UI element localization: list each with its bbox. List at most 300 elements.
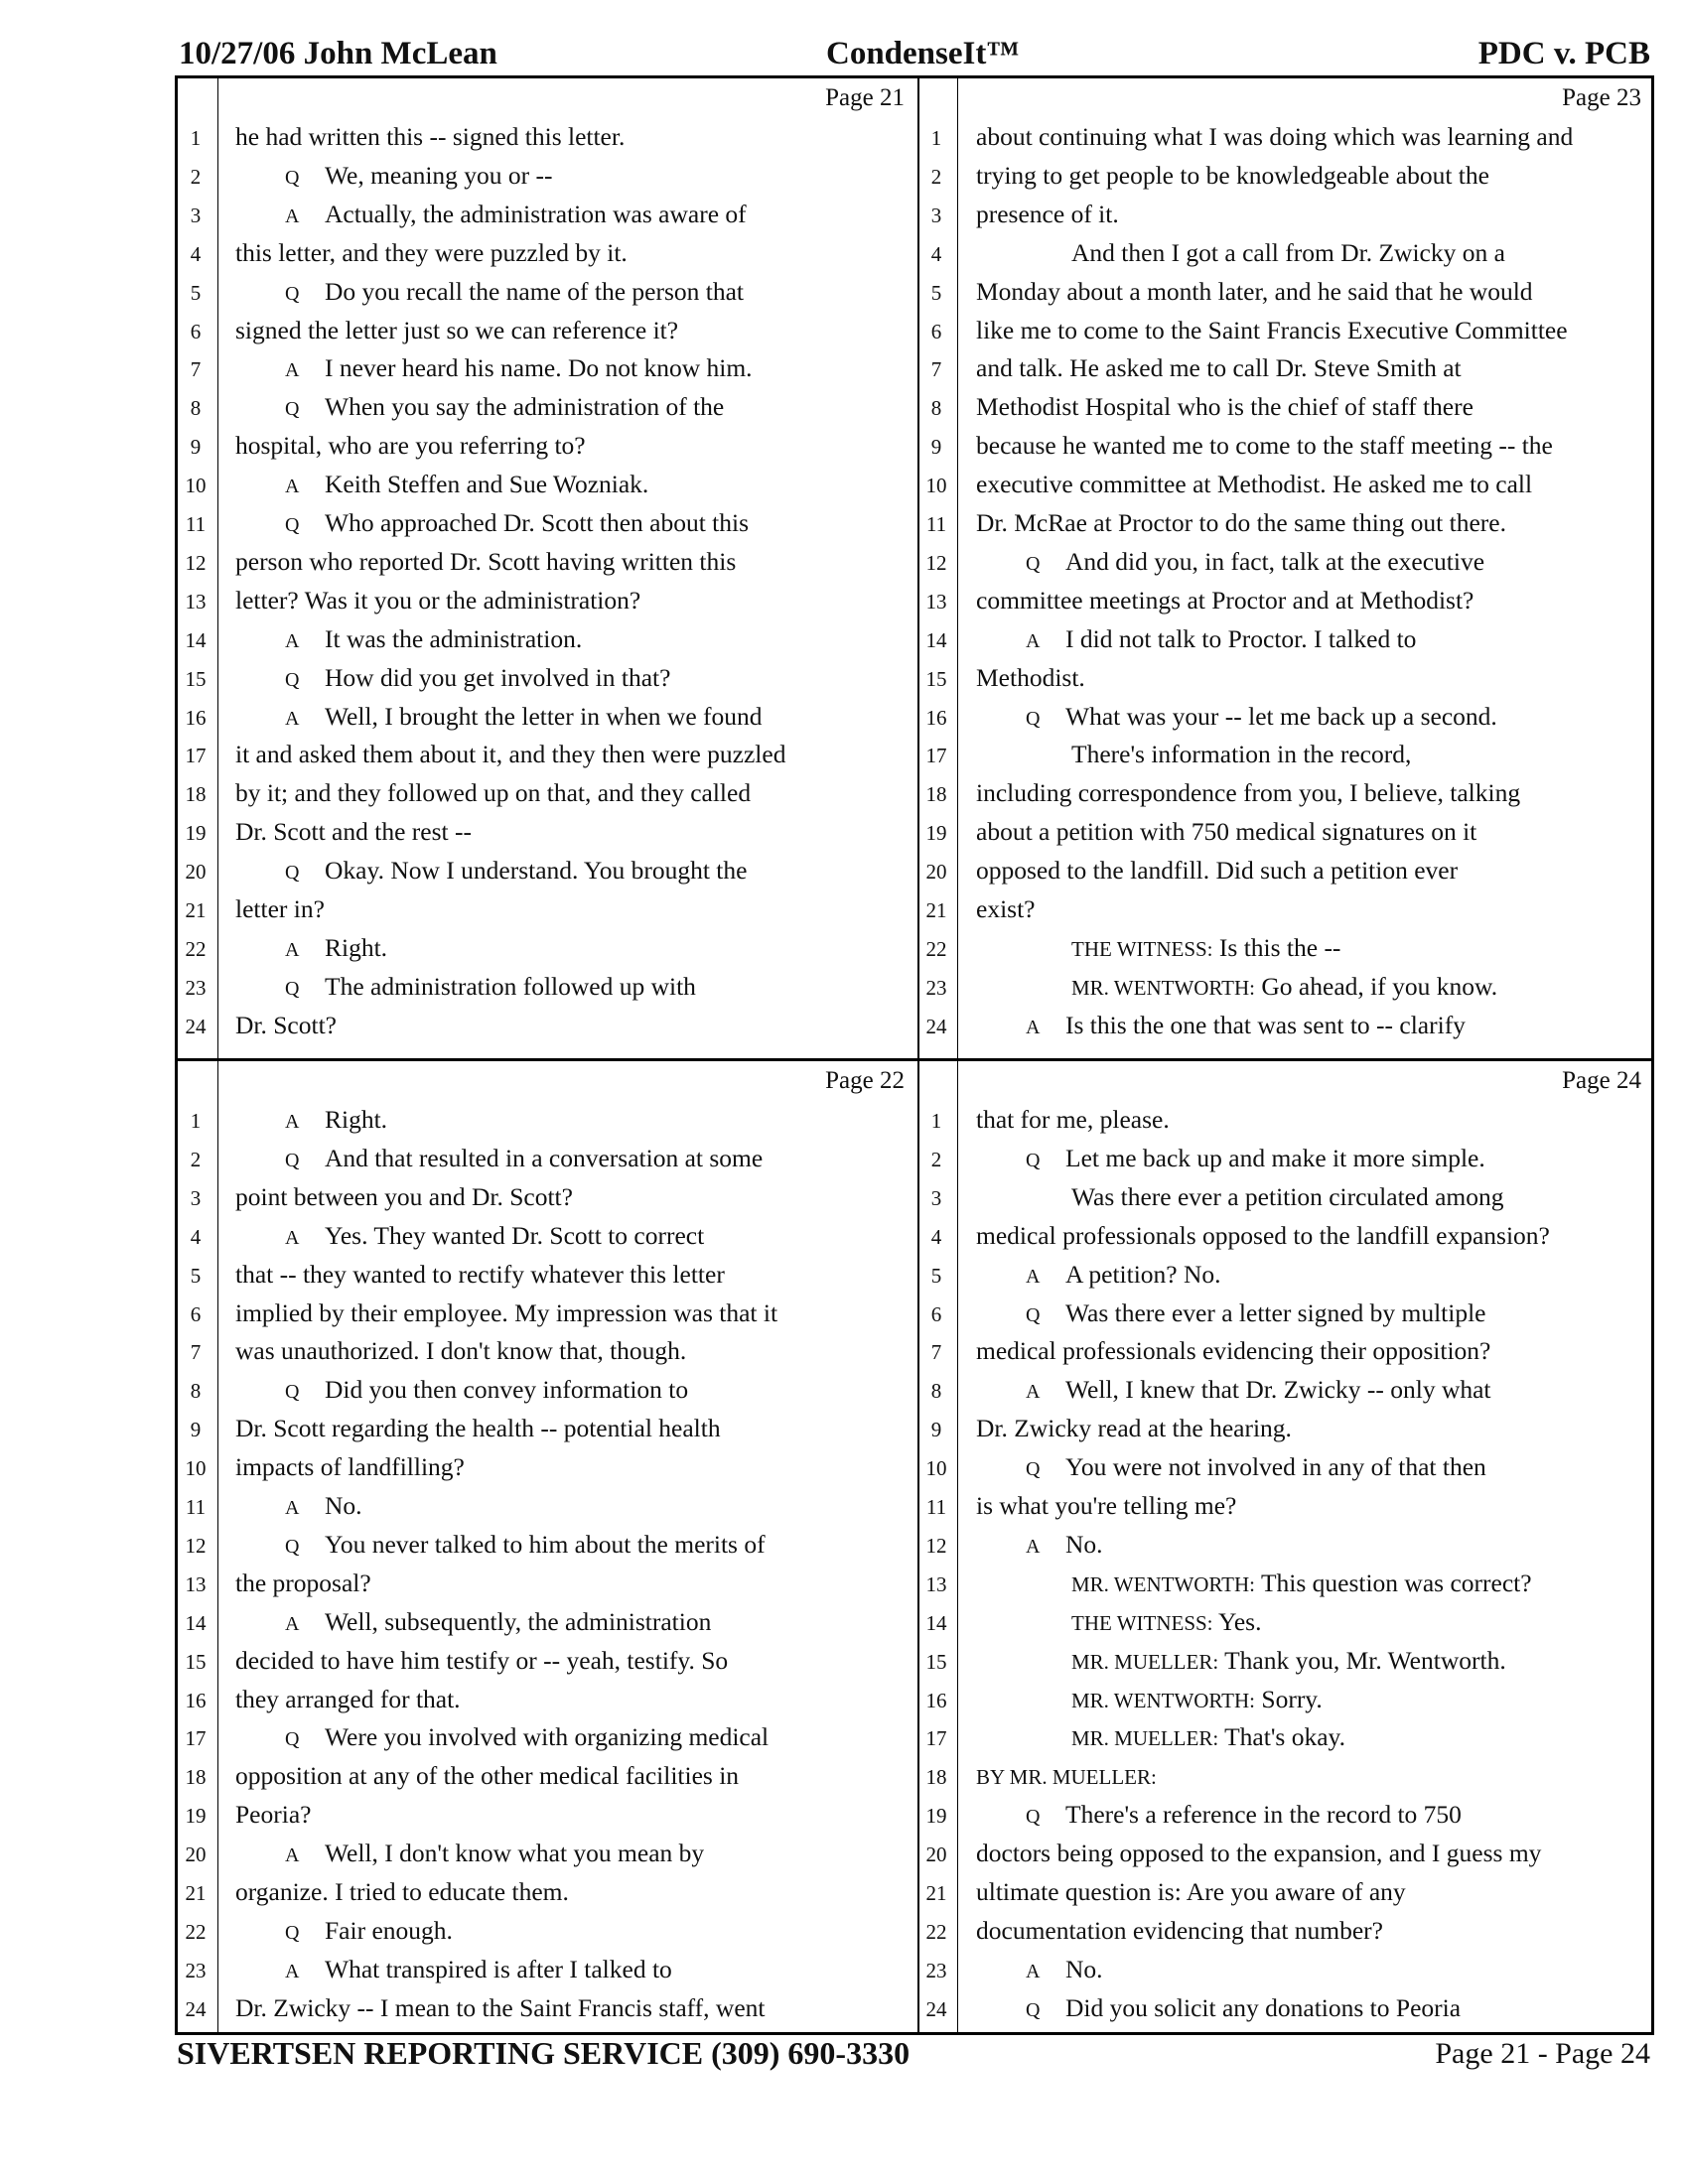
line-number: 12 bbox=[185, 1533, 207, 1558]
answer-marker: A bbox=[285, 1226, 300, 1249]
line-content bbox=[976, 277, 1533, 307]
line-content bbox=[976, 1298, 1486, 1328]
line-text: Yes. They wanted Dr. Scott to correct bbox=[325, 1220, 705, 1250]
line-content bbox=[235, 1011, 337, 1040]
line-text: hospital, who are you referring to? bbox=[235, 431, 586, 461]
line-number: 18 bbox=[185, 782, 207, 807]
line-content bbox=[235, 1569, 371, 1598]
line-content bbox=[976, 1955, 1103, 1984]
answer-marker: A bbox=[285, 476, 300, 498]
answer-marker: A bbox=[1026, 1535, 1041, 1558]
transcript-line bbox=[178, 817, 914, 855]
line-content bbox=[235, 1452, 465, 1482]
transcript-line bbox=[178, 1414, 914, 1451]
line-content bbox=[976, 1105, 1170, 1135]
line-text: was unauthorized. I don't know that, though. bbox=[235, 1336, 687, 1366]
transcript-line bbox=[178, 933, 914, 971]
transcript-line bbox=[178, 1011, 914, 1048]
line-text: Right. bbox=[325, 1105, 388, 1134]
line-number: 17 bbox=[925, 1726, 947, 1751]
line-text: Okay. Now I understand. You brought the bbox=[325, 856, 748, 886]
transcript-line bbox=[178, 894, 914, 932]
line-number: 15 bbox=[185, 1649, 207, 1674]
line-text: medical professionals opposed to the landfill expansion? bbox=[976, 1220, 1550, 1250]
question-marker: Q bbox=[285, 862, 300, 885]
question-marker: Q bbox=[285, 668, 300, 691]
transcript-line bbox=[918, 277, 1651, 315]
line-number: 11 bbox=[185, 512, 207, 536]
line-text: I did not talk to Proctor. I talked to bbox=[1065, 623, 1417, 653]
line-text: Was there ever a letter signed by multiple bbox=[1065, 1297, 1486, 1327]
line-content bbox=[976, 316, 1568, 345]
line-number: 7 bbox=[930, 1340, 942, 1365]
page-label: Page 22 bbox=[825, 1067, 905, 1094]
line-content bbox=[235, 586, 640, 615]
line-text: opposed to the landfill. Did such a petition ever bbox=[976, 856, 1459, 886]
transcript-line bbox=[918, 1955, 1651, 1992]
line-number: 13 bbox=[925, 589, 947, 614]
transcript-line bbox=[178, 1298, 914, 1336]
line-number: 1 bbox=[930, 126, 942, 150]
line-content bbox=[235, 933, 387, 963]
transcript-line bbox=[178, 1569, 914, 1606]
transcript-line bbox=[178, 1646, 914, 1684]
line-text: Dr. Zwicky read at the hearing. bbox=[976, 1414, 1292, 1443]
line-text: Is this the one that was sent to -- clarify bbox=[1065, 1010, 1466, 1039]
line-number: 20 bbox=[925, 860, 947, 885]
answer-marker: A bbox=[285, 707, 300, 730]
transcript-line bbox=[918, 122, 1651, 160]
line-number: 9 bbox=[190, 435, 202, 460]
transcript-line bbox=[918, 1761, 1651, 1799]
line-content bbox=[235, 778, 751, 808]
line-number: 9 bbox=[930, 435, 942, 460]
line-content bbox=[976, 1260, 1221, 1290]
line-text: What transpired is after I talked to bbox=[325, 1954, 672, 1983]
transcript-line bbox=[918, 1260, 1651, 1297]
line-text: Fair enough. bbox=[325, 1915, 453, 1945]
line-text: Did you then convey information to bbox=[325, 1375, 689, 1405]
line-number: 3 bbox=[190, 203, 202, 227]
line-text: Was there ever a petition circulated among bbox=[1071, 1181, 1504, 1211]
line-number: 13 bbox=[925, 1571, 947, 1596]
transcript-line bbox=[178, 624, 914, 662]
answer-marker: A bbox=[285, 205, 300, 227]
question-marker: Q bbox=[285, 282, 300, 305]
line-content bbox=[235, 1800, 311, 1830]
line-text: Let me back up and make it more simple. bbox=[1065, 1143, 1485, 1172]
line-text: this letter, and they were puzzled by it. bbox=[235, 237, 628, 267]
transcript-line bbox=[918, 1105, 1651, 1143]
transcript-line bbox=[918, 1607, 1651, 1645]
line-content bbox=[235, 238, 628, 268]
question-marker: Q bbox=[285, 398, 300, 421]
line-number: 4 bbox=[190, 241, 202, 266]
transcript-line bbox=[178, 1722, 914, 1760]
line-text: medical professionals evidencing their opposition? bbox=[976, 1336, 1491, 1366]
line-text: that -- they wanted to rectify whatever this letter bbox=[235, 1259, 725, 1289]
transcript-line bbox=[918, 624, 1651, 662]
line-text: they arranged for that. bbox=[235, 1684, 461, 1713]
line-text: committee meetings at Proctor and at Methodist? bbox=[976, 585, 1474, 614]
line-content bbox=[235, 200, 747, 229]
line-text: What was your -- let me back up a second. bbox=[1065, 701, 1497, 731]
line-content bbox=[235, 1916, 453, 1946]
speaker-label: BY MR. MUELLER: bbox=[976, 1765, 1157, 1790]
transcript-line bbox=[918, 238, 1651, 276]
line-content bbox=[976, 1491, 1236, 1521]
line-text: decided to have him testify or -- yeah, testify. So bbox=[235, 1645, 729, 1675]
line-content bbox=[235, 1877, 569, 1907]
transcript-line bbox=[918, 1646, 1651, 1684]
line-text: This question was correct? bbox=[1260, 1568, 1532, 1597]
transcript-line bbox=[918, 161, 1651, 199]
line-text: and talk. He asked me to call Dr. Steve Smith at bbox=[976, 353, 1462, 383]
line-number: 21 bbox=[925, 898, 947, 922]
line-text: including correspondence from you, I believe, talking bbox=[976, 778, 1521, 808]
line-number: 20 bbox=[925, 1843, 947, 1867]
question-marker: Q bbox=[1026, 1458, 1041, 1481]
transcript-line bbox=[918, 586, 1651, 623]
line-content bbox=[976, 392, 1474, 422]
line-content bbox=[976, 586, 1474, 615]
speaker-label: THE WITNESS: bbox=[1071, 1610, 1213, 1635]
line-content bbox=[976, 470, 1532, 499]
question-marker: Q bbox=[1026, 1998, 1041, 2021]
line-text: letter? Was it you or the administration? bbox=[235, 585, 641, 614]
line-content bbox=[976, 1761, 1157, 1791]
line-number: 2 bbox=[930, 164, 942, 189]
line-number: 12 bbox=[925, 1533, 947, 1558]
line-text: We, meaning you or -- bbox=[325, 160, 553, 190]
transcript-line bbox=[178, 1260, 914, 1297]
line-number: 24 bbox=[185, 1014, 207, 1038]
line-number: 10 bbox=[925, 474, 947, 498]
line-text: Dr. Scott regarding the health -- potential health bbox=[235, 1414, 721, 1443]
line-content bbox=[976, 1144, 1485, 1173]
line-text: organize. I tried to educate them. bbox=[235, 1877, 569, 1906]
footer-page-range: Page 21 - Page 24 bbox=[1435, 2037, 1650, 2070]
line-content bbox=[976, 894, 1035, 924]
line-content bbox=[976, 1685, 1323, 1714]
line-content bbox=[235, 316, 678, 345]
transcript-line bbox=[918, 1491, 1651, 1529]
line-content bbox=[235, 431, 586, 461]
line-number: 22 bbox=[185, 936, 207, 961]
line-number: 21 bbox=[185, 898, 207, 922]
transcript-line bbox=[178, 277, 914, 315]
line-text: Is this the -- bbox=[1218, 932, 1341, 962]
line-number: 1 bbox=[190, 126, 202, 150]
line-content bbox=[235, 1761, 739, 1791]
line-text: There's a reference in the record to 750 bbox=[1065, 1800, 1462, 1830]
line-content bbox=[976, 431, 1553, 461]
line-content bbox=[976, 200, 1119, 229]
page-panel-23 bbox=[918, 78, 1651, 1055]
transcript-line bbox=[178, 1839, 914, 1876]
page-panel-21 bbox=[178, 78, 914, 1055]
transcript-line bbox=[178, 238, 914, 276]
speaker-label: THE WITNESS: bbox=[1071, 936, 1213, 961]
line-content bbox=[976, 122, 1573, 152]
line-text: Yes. bbox=[1217, 1606, 1262, 1636]
line-number: 18 bbox=[925, 782, 947, 807]
line-text: No. bbox=[325, 1491, 362, 1520]
transcript-line bbox=[178, 1221, 914, 1259]
answer-marker: A bbox=[285, 1844, 300, 1867]
line-content bbox=[976, 1452, 1486, 1482]
line-content bbox=[235, 508, 749, 538]
line-text: documentation evidencing that number? bbox=[976, 1915, 1383, 1945]
speaker-label: MR. WENTWORTH: bbox=[1071, 975, 1256, 1000]
line-content bbox=[976, 1607, 1261, 1637]
question-marker: Q bbox=[285, 1535, 300, 1558]
line-number: 10 bbox=[185, 1456, 207, 1481]
line-content bbox=[235, 1221, 704, 1251]
line-content bbox=[235, 1646, 728, 1676]
line-content bbox=[235, 1993, 765, 2023]
transcript-line bbox=[178, 1182, 914, 1220]
transcript-line bbox=[918, 316, 1651, 353]
line-number: 24 bbox=[925, 1996, 947, 2021]
line-number: 1 bbox=[190, 1109, 202, 1133]
transcript-line bbox=[178, 702, 914, 740]
transcript-line bbox=[178, 972, 914, 1010]
line-text: Methodist Hospital who is the chief of staff there bbox=[976, 392, 1474, 422]
line-content bbox=[235, 122, 625, 152]
line-number: 23 bbox=[185, 975, 207, 1000]
transcript-line bbox=[178, 547, 914, 585]
line-number: 17 bbox=[185, 1726, 207, 1751]
transcript-grid bbox=[175, 75, 1654, 2035]
transcript-line bbox=[178, 663, 914, 701]
line-text: Dr. Scott? bbox=[235, 1010, 337, 1039]
line-number: 5 bbox=[930, 1263, 942, 1288]
line-content bbox=[976, 353, 1462, 383]
line-text: is what you're telling me? bbox=[976, 1491, 1237, 1520]
line-content bbox=[235, 856, 747, 886]
transcript-line bbox=[918, 817, 1651, 855]
question-marker: Q bbox=[285, 1381, 300, 1404]
transcript-line bbox=[178, 431, 914, 469]
page-label: Page 21 bbox=[825, 84, 905, 111]
line-content bbox=[976, 1375, 1491, 1405]
question-marker: Q bbox=[1026, 1806, 1041, 1829]
question-marker: Q bbox=[1026, 552, 1041, 575]
line-number: 7 bbox=[190, 1340, 202, 1365]
transcript-line bbox=[918, 508, 1651, 546]
transcript-line bbox=[918, 1298, 1651, 1336]
transcript-line bbox=[178, 856, 914, 893]
transcript-line bbox=[918, 547, 1651, 585]
line-number: 14 bbox=[925, 1610, 947, 1635]
line-text: Right. bbox=[325, 932, 388, 962]
line-text: Well, I don't know what you mean by bbox=[325, 1839, 705, 1868]
transcript-line bbox=[918, 1877, 1651, 1915]
line-content bbox=[235, 817, 472, 847]
question-marker: Q bbox=[1026, 707, 1041, 730]
line-number: 22 bbox=[185, 1919, 207, 1944]
line-number: 17 bbox=[925, 744, 947, 768]
line-content bbox=[976, 1800, 1462, 1830]
line-number: 6 bbox=[930, 319, 942, 343]
line-content bbox=[235, 624, 582, 654]
line-number: 24 bbox=[185, 1996, 207, 2021]
transcript-line bbox=[178, 161, 914, 199]
line-text: trying to get people to be knowledgeable about the bbox=[976, 160, 1489, 190]
transcript-line bbox=[178, 1607, 914, 1645]
line-number: 11 bbox=[925, 1495, 947, 1519]
line-content bbox=[976, 817, 1476, 847]
transcript-line bbox=[178, 778, 914, 816]
line-number: 21 bbox=[925, 1881, 947, 1905]
line-text: There's information in the record, bbox=[1071, 740, 1412, 769]
line-number: 5 bbox=[930, 280, 942, 305]
transcript-line bbox=[918, 1182, 1651, 1220]
page-panel-24 bbox=[918, 1061, 1651, 2034]
transcript-line bbox=[178, 1761, 914, 1799]
line-content bbox=[976, 1916, 1383, 1946]
transcript-line bbox=[178, 1685, 914, 1722]
line-content bbox=[976, 1993, 1461, 2023]
transcript-line bbox=[178, 1877, 914, 1915]
line-number: 4 bbox=[930, 241, 942, 266]
transcript-line bbox=[918, 856, 1651, 893]
transcript-line bbox=[918, 1569, 1651, 1606]
line-text: Sorry. bbox=[1261, 1684, 1323, 1713]
line-content bbox=[235, 1375, 688, 1405]
line-content bbox=[976, 508, 1506, 538]
transcript-line bbox=[178, 508, 914, 546]
line-text: letter in? bbox=[235, 894, 325, 923]
answer-marker: A bbox=[285, 629, 300, 652]
line-number: 9 bbox=[190, 1418, 202, 1442]
answer-marker: A bbox=[1026, 1960, 1041, 1982]
transcript-line bbox=[918, 1530, 1651, 1568]
line-content bbox=[976, 1530, 1103, 1560]
line-text: about continuing what I was doing which was learning and bbox=[976, 122, 1574, 151]
line-number: 15 bbox=[925, 666, 947, 691]
transcript-line bbox=[178, 1916, 914, 1954]
line-content bbox=[235, 740, 785, 769]
line-number: 8 bbox=[190, 396, 202, 421]
line-content bbox=[976, 1011, 1466, 1040]
line-number: 6 bbox=[930, 1301, 942, 1326]
header-case-name: PDC v. PCB bbox=[1477, 36, 1650, 71]
header-case-date: 10/27/06 John McLean bbox=[179, 36, 497, 71]
line-text: executive committee at Methodist. He asked me to call bbox=[976, 470, 1533, 499]
transcript-line bbox=[918, 1452, 1651, 1490]
line-text: Monday about a month later, and he said that he would bbox=[976, 276, 1533, 306]
line-number: 19 bbox=[185, 1804, 207, 1829]
line-content bbox=[976, 1877, 1406, 1907]
line-number: 8 bbox=[930, 396, 942, 421]
line-content bbox=[235, 972, 696, 1002]
line-content bbox=[235, 1260, 725, 1290]
line-number: 15 bbox=[185, 666, 207, 691]
line-text: doctors being opposed to the expansion, and I guess my bbox=[976, 1839, 1542, 1868]
line-number: 16 bbox=[185, 1688, 207, 1712]
transcript-line bbox=[918, 663, 1651, 701]
line-text: Dr. McRae at Proctor to do the same thing out there. bbox=[976, 508, 1506, 537]
line-content bbox=[976, 933, 1340, 963]
line-number: 3 bbox=[930, 203, 942, 227]
line-text: about a petition with 750 medical signatures on it bbox=[976, 817, 1477, 847]
line-text: That's okay. bbox=[1224, 1722, 1346, 1752]
transcript-line bbox=[178, 1800, 914, 1838]
line-number: 5 bbox=[190, 280, 202, 305]
line-number: 6 bbox=[190, 1301, 202, 1326]
line-number: 12 bbox=[185, 550, 207, 575]
line-text: Well, subsequently, the administration bbox=[325, 1606, 712, 1636]
transcript-line bbox=[918, 740, 1651, 777]
transcript-line bbox=[918, 470, 1651, 507]
line-content bbox=[235, 1336, 686, 1366]
line-number: 11 bbox=[185, 1495, 207, 1519]
line-number: 21 bbox=[185, 1881, 207, 1905]
line-number: 14 bbox=[185, 1610, 207, 1635]
line-number: 2 bbox=[930, 1147, 942, 1171]
transcript-line bbox=[178, 1144, 914, 1181]
line-text: And that resulted in a conversation at some bbox=[325, 1143, 764, 1172]
line-number: 23 bbox=[925, 975, 947, 1000]
line-number: 1 bbox=[930, 1109, 942, 1133]
transcript-line bbox=[178, 1955, 914, 1992]
transcript-line bbox=[918, 1685, 1651, 1722]
answer-marker: A bbox=[285, 1960, 300, 1982]
page-label: Page 23 bbox=[1562, 84, 1641, 111]
transcript-line bbox=[918, 1144, 1651, 1181]
transcript-line bbox=[918, 1011, 1651, 1048]
page-label: Page 24 bbox=[1562, 1067, 1641, 1094]
line-content bbox=[235, 1607, 711, 1637]
line-number: 7 bbox=[190, 357, 202, 382]
line-number: 24 bbox=[925, 1014, 947, 1038]
line-number: 18 bbox=[925, 1765, 947, 1790]
line-number: 20 bbox=[185, 860, 207, 885]
answer-marker: A bbox=[1026, 1265, 1041, 1288]
line-text: I never heard his name. Do not know him. bbox=[325, 353, 753, 383]
line-content bbox=[976, 778, 1520, 808]
line-number: 16 bbox=[925, 705, 947, 730]
line-content bbox=[976, 161, 1489, 191]
transcript-line bbox=[178, 740, 914, 777]
answer-marker: A bbox=[285, 1612, 300, 1635]
line-content bbox=[235, 1298, 777, 1328]
question-marker: Q bbox=[1026, 1303, 1041, 1326]
line-text: Thank you, Mr. Wentworth. bbox=[1224, 1645, 1506, 1675]
transcript-line bbox=[918, 778, 1651, 816]
answer-marker: A bbox=[285, 359, 300, 382]
transcript-line bbox=[178, 1375, 914, 1413]
line-number: 23 bbox=[185, 1958, 207, 1982]
header-condenseit: CondenseIt™ bbox=[826, 36, 1020, 71]
transcript-line bbox=[178, 1993, 914, 2031]
line-content bbox=[235, 353, 753, 383]
line-content bbox=[976, 1646, 1506, 1676]
transcript-line bbox=[918, 1800, 1651, 1838]
line-text: he had written this -- signed this letter. bbox=[235, 122, 626, 151]
line-number: 14 bbox=[925, 627, 947, 652]
line-content bbox=[235, 1955, 672, 1984]
speaker-label: MR. WENTWORTH: bbox=[1071, 1688, 1256, 1712]
line-text: because he wanted me to come to the staff meeting -- the bbox=[976, 431, 1553, 461]
line-number: 23 bbox=[925, 1958, 947, 1982]
transcript-line bbox=[918, 353, 1651, 391]
line-content bbox=[235, 663, 670, 693]
line-number: 22 bbox=[925, 1919, 947, 1944]
line-number: 19 bbox=[925, 1804, 947, 1829]
